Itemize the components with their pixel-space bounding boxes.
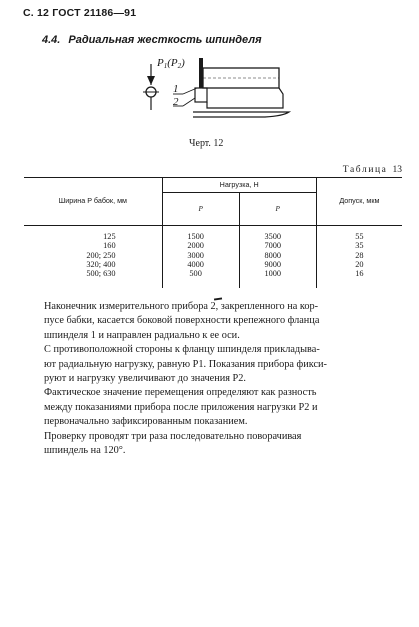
load-arrow-head: [147, 76, 155, 85]
paragraph-repeat: [24, 430, 403, 459]
base-outline: [193, 112, 289, 117]
cell-p2: 8000: [239, 251, 316, 260]
body-text: [24, 300, 403, 458]
label-paren-open: (: [167, 57, 171, 69]
cell-p1: 1500: [162, 226, 239, 242]
load-label: [156, 57, 185, 70]
page-header: С. 12 ГОСТ 21186—91: [23, 7, 137, 19]
cell-p2: 3500: [239, 226, 316, 242]
cell-width: 320; 400: [86, 259, 116, 269]
drawing-12: [133, 54, 293, 130]
paragraph-result: [24, 386, 403, 429]
figure-caption: Черт. 12: [189, 138, 224, 149]
text-line: ют радиальную нагрузку, равную P1. Показания прибора фикси-: [44, 358, 327, 370]
table-caption-word: Таблица: [342, 165, 388, 175]
cell-tolerance: 35: [355, 241, 364, 251]
cell-width: 500; 630: [86, 269, 116, 279]
cell-p1: 2000: [162, 241, 239, 250]
text-line: Наконечник измерительного прибора 2, закрепленного на кор-: [44, 301, 319, 312]
cell-tolerance: 20: [355, 259, 364, 269]
header-p1-text: P: [198, 204, 203, 213]
text-line: между показаниями прибора после приложения нагрузки P2 и: [44, 401, 318, 413]
text-line: пусе бабки, касается боковой поверхности крепежного фланца: [44, 315, 320, 327]
header-p2: [239, 193, 316, 226]
cell-p2: 7000: [239, 241, 316, 250]
cell-p1: 500: [162, 269, 239, 288]
table-row: [24, 241, 402, 250]
table-13: [24, 177, 402, 288]
paragraph-load: [24, 343, 403, 386]
spindle-flange: [195, 88, 207, 102]
cell-p2: 9000: [239, 260, 316, 269]
label-p2-sub: 2: [177, 62, 182, 70]
section-number: 4.4.: [42, 34, 61, 46]
header-tolerance: Допуск, мкм: [316, 178, 402, 226]
label-p2: P: [170, 57, 178, 69]
section-title-text: Радиальная жесткость шпинделя: [68, 34, 262, 46]
cell-tolerance: 55: [355, 232, 364, 241]
label-p1-sub: 1: [163, 62, 168, 70]
header-p2-text: P: [275, 204, 280, 213]
text-line: Фактическое значение перемещения определяют как разность: [44, 387, 317, 399]
table-caption: [343, 165, 402, 175]
header-p1: [162, 193, 239, 226]
cell-width: 200; 250: [86, 250, 116, 260]
table-row: [24, 269, 402, 288]
cell-width: 160: [103, 241, 116, 251]
text-line: руют и нагрузку увеличивают до значения P2.: [44, 373, 247, 385]
headstock-outline: [207, 88, 283, 108]
text-line: Проверку проводят три раза последовательно поворачивая: [44, 430, 302, 442]
cell-tolerance: 28: [355, 250, 364, 260]
table-caption-number: 13: [392, 165, 402, 175]
text-line: шпиндель на 120°.: [44, 445, 126, 457]
header-load-group: Нагрузка, Н: [162, 178, 316, 193]
cell-width: 125: [103, 232, 116, 241]
section-title: [42, 34, 262, 46]
table-row: [24, 226, 402, 242]
text-line: первоначально зафиксированным показанием.: [44, 416, 248, 428]
callout-2: 2: [173, 96, 179, 108]
text-line: шпинделя 1 и направлен радиально к ее оси.: [44, 329, 240, 341]
table-row: [24, 251, 402, 260]
leader-2: [183, 98, 195, 106]
header-width: Ширина P бабок, мм: [24, 178, 162, 226]
radial-stiffness-diagram: [133, 54, 293, 130]
label-p1: P: [157, 57, 164, 69]
cell-p2: 1000: [239, 269, 316, 288]
cell-p1: 3000: [162, 251, 239, 260]
cell-p1: 4000: [162, 260, 239, 269]
label-paren-close: ): [181, 57, 185, 69]
cell-tolerance: 16: [355, 269, 364, 279]
paragraph-probe: [24, 300, 403, 343]
text-line: С противоположной стороны к фланцу шпинделя прикладыва-: [44, 344, 320, 356]
callout-1: 1: [173, 83, 179, 95]
table-row: [24, 260, 402, 269]
